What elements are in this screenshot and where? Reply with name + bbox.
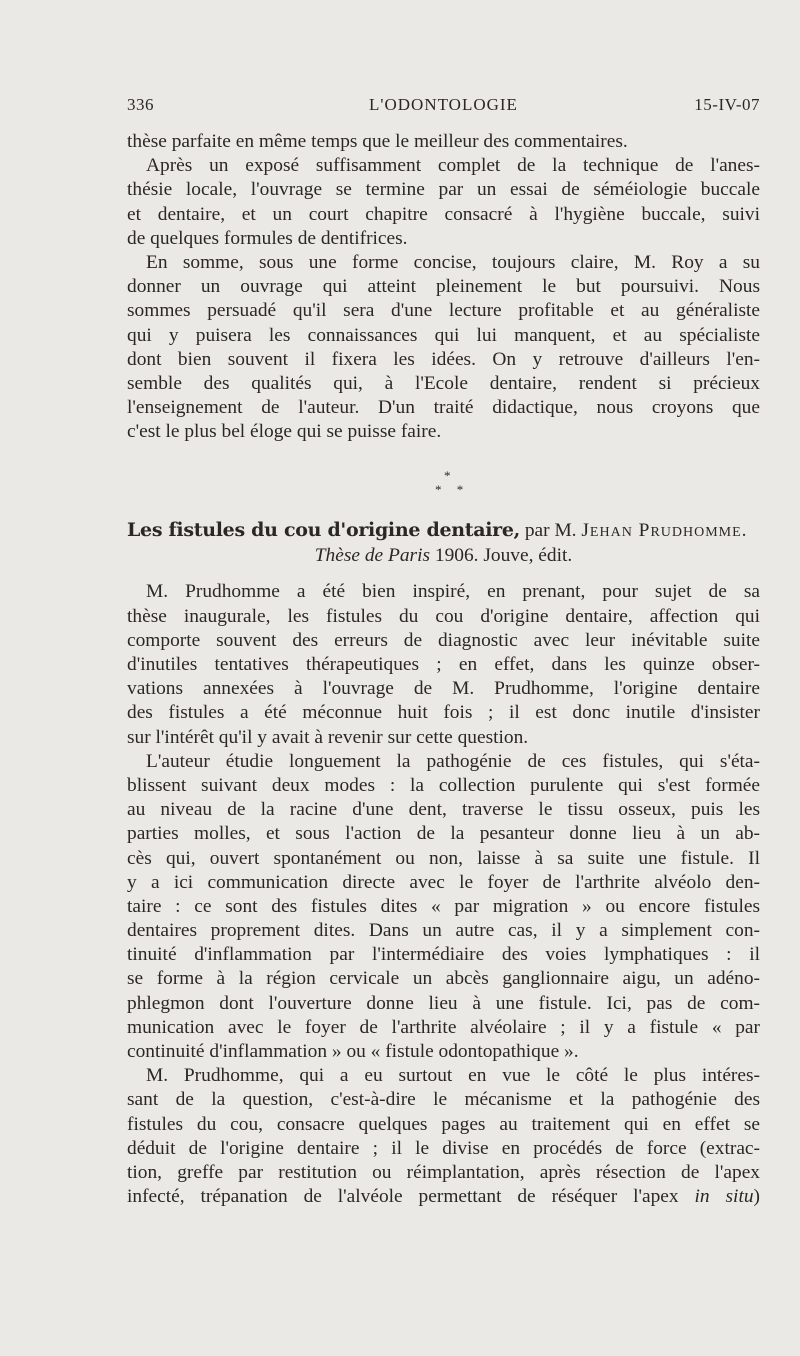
text-line: au niveau de la racine d'une dent, traverse le tissu osseux, puis les <box>127 799 760 821</box>
text-line: munication avec le foyer de l'arthrite alvéolaire ; il y a fistule « par <box>127 1016 760 1038</box>
text-line: comporte souvent des erreurs de diagnostic avec leur inévitable suite <box>127 629 760 651</box>
text-line: fistules du cou, consacre quelques pages au traitement qui en effet se <box>127 1113 760 1135</box>
section-separator <box>127 464 760 512</box>
text-line: cès qui, ouvert spontanément ou non, laisse à sa suite une fistule. Il <box>127 847 760 869</box>
text-line: donner un ouvrage qui atteint pleinement le but poursuivi. Nous <box>127 276 760 298</box>
text-line: l'enseignement de l'auteur. D'un traité didactique, nous croyons que <box>127 397 760 419</box>
review-subheading <box>127 544 760 570</box>
text-line: parties molles, et sous l'action de la pesanteur donne lieu à un ab- <box>127 823 760 845</box>
text-line: Après un exposé suffisamment complet de la technique de l'anes- <box>146 155 760 177</box>
text-line: blissent suivant deux modes : la collection purulente qui s'est formée <box>127 774 760 796</box>
text-line: thésie locale, l'ouvrage se termine par un essai de séméiologie buccale <box>127 179 760 201</box>
page-body <box>127 130 760 1209</box>
text-line: continuité d'inflammation » ou « fistule odontopathique ». <box>127 1041 579 1062</box>
review-author: Jehan Prudhomme. <box>581 520 748 542</box>
text-line: M. Prudhomme a été bien inspiré, en prenant, pour sujet de sa <box>146 581 760 603</box>
issue-date: 15-IV-07 <box>694 95 760 114</box>
paragraph-6 <box>127 1064 760 1209</box>
text-line <box>127 1185 760 1209</box>
text-line: c'est le plus bel éloge qui se puisse faire. <box>127 421 442 443</box>
text-line: phlegmon dont l'ouverture donne lieu à une fistule. Ici, pas de com- <box>127 992 760 1014</box>
review-heading <box>127 518 760 544</box>
text-fragment: infecté, trépanation de l'alvéole permettant de réséquer l'apex <box>127 1186 679 1208</box>
paragraph-2 <box>127 154 760 251</box>
text-line: qui y puisera les connaissances qui lui manquent, et au spécialiste <box>127 324 760 346</box>
text-line: taire : ce sont des fistules dites « par migration » ou encore fistules <box>127 895 760 917</box>
text-line: dont bien souvent il fixera les idées. On y retrouve d'ailleurs l'en- <box>127 348 760 370</box>
text-line: et dentaire, et un court chapitre consacré à l'hygiène buccale, suivi <box>127 203 760 225</box>
text-line: sant de la question, c'est-à-dire le mécanisme et la pathogénie des <box>127 1089 760 1111</box>
paragraph-4 <box>127 580 760 749</box>
text-line: thèse inaugurale, les fistules du cou d'origine dentaire, affection qui <box>127 605 760 627</box>
text-line: tion, greffe par restitution ou réimplantation, après résection de l'apex <box>127 1161 760 1183</box>
asterism-bottom: * * <box>435 482 470 498</box>
italic-latin-term: in situ <box>694 1186 754 1208</box>
asterism-top: * <box>444 468 451 484</box>
text-line: L'auteur étudie longuement la pathogénie de ces fistules, qui s'éta- <box>146 750 760 772</box>
text-line: sur l'intérêt qu'il y avait à revenir sur cette question. <box>127 726 529 748</box>
review-year-publisher: 1906. Jouve, édit. <box>430 545 573 567</box>
text-line: se forme à la région cervicale un abcès ganglionnaire aigu, un adéno- <box>127 968 760 990</box>
text-line: tinuité d'inflammation par l'intermédiaire des voies lymphatiques : il <box>127 944 760 966</box>
review-title: Les fistules du cou d'origine dentaire, <box>127 519 520 542</box>
text-line: vations annexées à l'ouvrage de M. Prudhomme, l'origine dentaire <box>127 678 760 700</box>
running-header <box>127 95 760 121</box>
text-line: En somme, sous une forme concise, toujours claire, M. Roy a su <box>146 251 760 273</box>
text-line: de quelques formules de dentifrices. <box>127 227 408 249</box>
text-line: semble des qualités qui, à l'Ecole dentaire, rendent si précieux <box>127 372 760 394</box>
text-line: M. Prudhomme, qui a eu surtout en vue le côté le plus intéres- <box>146 1065 760 1087</box>
text-line: dentaires proprement dites. Dans un autre cas, il y a simplement con- <box>127 920 760 942</box>
page-number: 336 <box>127 95 154 114</box>
text-line: y a ici communication directe avec le foyer de l'arthrite alvéolo den- <box>127 871 760 893</box>
text-line: des fistules a été méconnue huit fois ; il est donc inutile d'insister <box>127 702 760 724</box>
paragraph-5 <box>127 750 760 1064</box>
paragraph-1 <box>127 130 760 154</box>
text-line: d'inutiles tentatives thérapeutiques ; en effet, dans les quinze obser- <box>127 654 760 675</box>
text-line: déduit de l'origine dentaire ; il le divise en procédés de force (extrac- <box>127 1137 760 1159</box>
closing-paren: ) <box>753 1186 760 1208</box>
text-line: thèse parfaite en même temps que le meilleur des commentaires. <box>127 131 628 152</box>
paragraph-3 <box>127 251 760 445</box>
journal-title: L'ODONTOLOGIE <box>369 95 518 114</box>
review-by: par M. <box>519 520 582 542</box>
review-thesis: Thèse de Paris <box>314 545 431 567</box>
text-line: sommes persuadé qu'il sera d'une lecture profitable et au généraliste <box>127 300 760 322</box>
